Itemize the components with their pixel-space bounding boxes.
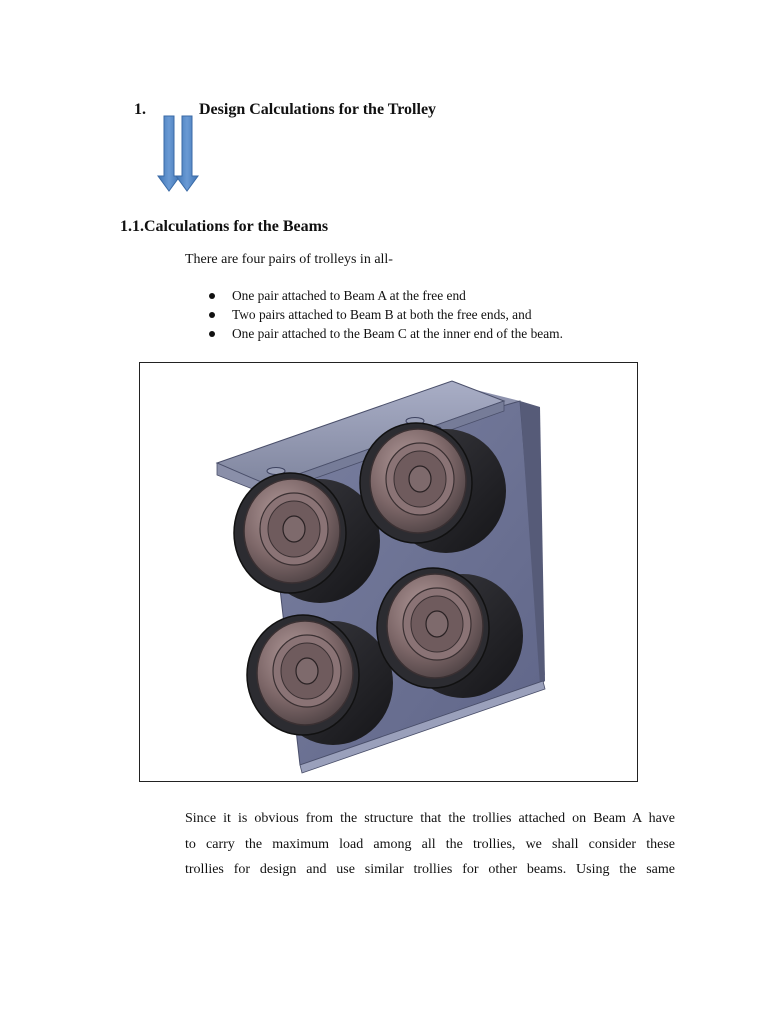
- body-paragraph: [185, 806, 675, 883]
- heading-2-title: Calculations for the Beams: [144, 218, 329, 235]
- list-item: Two pairs attached to Beam B at both the free ends, and: [206, 306, 563, 325]
- paragraph-line: trollies for design and use similar trollies for other beams. Using the same: [185, 862, 675, 877]
- list-item: One pair attached to Beam A at the free end: [206, 287, 563, 306]
- heading-1-title: Design Calculations for the Trolley: [199, 101, 437, 118]
- intro-text: There are four pairs of trolleys in all-: [185, 252, 393, 267]
- heading-1-number: 1.: [134, 101, 146, 118]
- bullet-icon: [209, 312, 215, 318]
- heading-2-number: 1.1.: [120, 218, 144, 235]
- trolley-figure: [139, 362, 638, 782]
- bullet-icon: [209, 331, 215, 337]
- double-down-arrow-icon: [156, 114, 202, 194]
- heading-2: [120, 218, 328, 236]
- bullet-list: [206, 287, 563, 344]
- trolley-assembly-image: [140, 363, 637, 781]
- paragraph-line: Since it is obvious from the structure that the trollies attached on Beam A have: [185, 811, 675, 826]
- bullet-icon: [209, 293, 215, 299]
- paragraph-line: to carry the maximum load among all the trollies, we shall consider these: [185, 836, 675, 852]
- list-item: One pair attached to the Beam C at the inner end of the beam.: [206, 325, 563, 344]
